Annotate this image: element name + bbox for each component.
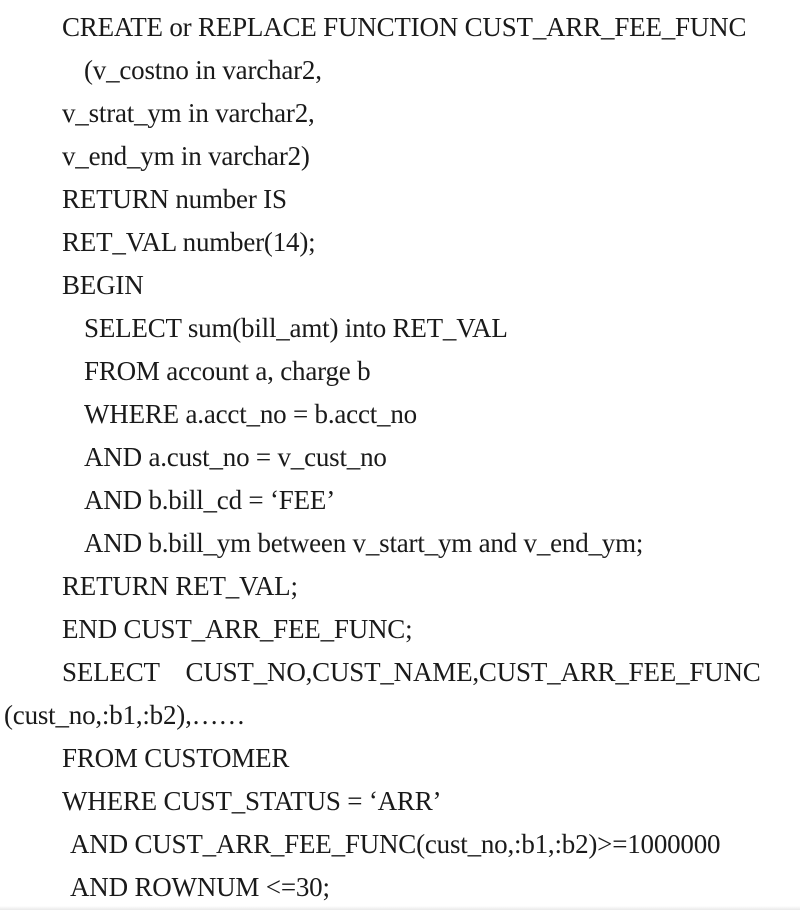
code-line: AND b.bill_ym between v_start_ym and v_end_ym; — [84, 528, 644, 558]
code-line: END CUST_ARR_FEE_FUNC; — [62, 614, 413, 644]
code-line: AND ROWNUM <=30; — [70, 872, 330, 902]
code-line: RET_VAL number(14); — [62, 227, 316, 257]
code-line: FROM account a, charge b — [84, 356, 371, 386]
code-line: AND b.bill_cd = ‘FEE’ — [84, 485, 335, 515]
code-line: RETURN RET_VAL; — [62, 571, 298, 601]
code-line: SELECT CUST_NO,CUST_NAME,CUST_ARR_FEE_FUNC — [62, 657, 761, 687]
code-line: v_end_ym in varchar2) — [62, 141, 310, 171]
code-line: WHERE CUST_STATUS = ‘ARR’ — [62, 786, 442, 816]
code-line: (v_costno in varchar2, — [84, 55, 322, 85]
page-bottom-edge — [0, 906, 800, 910]
code-line: CREATE or REPLACE FUNCTION CUST_ARR_FEE_FUNC — [62, 12, 747, 42]
code-line: (cust_no,:b1,:b2),…… — [4, 700, 246, 730]
code-line: SELECT sum(bill_amt) into RET_VAL — [84, 313, 508, 343]
code-line: v_strat_ym in varchar2, — [62, 98, 315, 128]
code-line: WHERE a.acct_no = b.acct_no — [84, 399, 417, 429]
code-line: AND a.cust_no = v_cust_no — [84, 442, 387, 472]
code-line: AND CUST_ARR_FEE_FUNC(cust_no,:b1,:b2)>=1000000 — [70, 829, 721, 859]
code-line: RETURN number IS — [62, 184, 287, 214]
code-line: BEGIN — [62, 270, 144, 300]
code-line: FROM CUSTOMER — [62, 743, 290, 773]
